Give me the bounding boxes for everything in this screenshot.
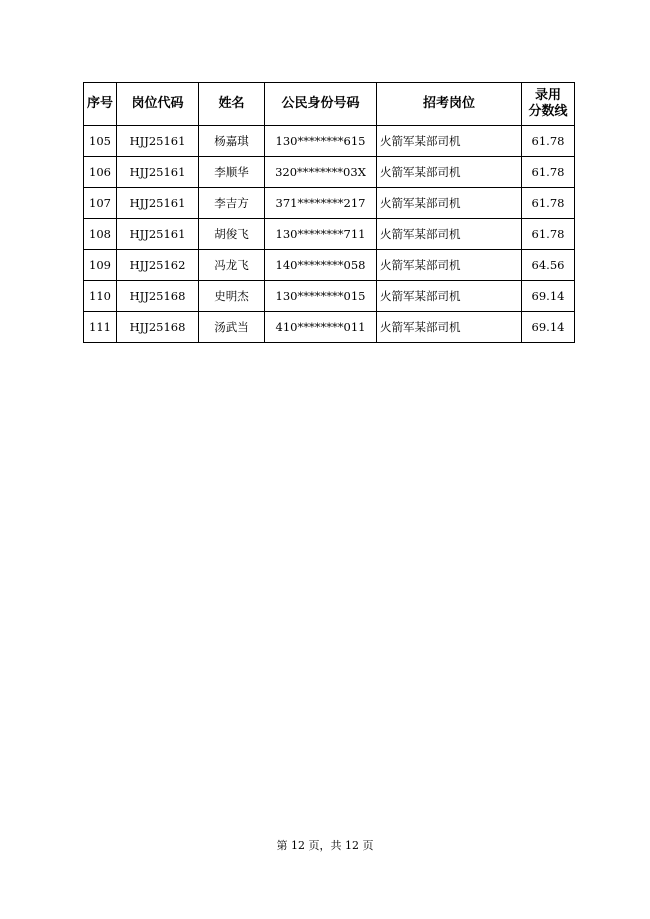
cell-id-number: 140********058 <box>265 250 377 281</box>
cell-score: 61.78 <box>522 157 575 188</box>
cell-score: 69.14 <box>522 312 575 343</box>
table-row <box>84 157 575 188</box>
cell-id-number: 130********615 <box>265 126 377 157</box>
cell-score: 69.14 <box>522 281 575 312</box>
header-seq: 序号 <box>84 83 117 126</box>
cell-post: 火箭军某部司机 <box>377 281 522 312</box>
cell-post-code: HJJ25162 <box>117 250 199 281</box>
table-header-row <box>84 83 575 126</box>
cell-post-code: HJJ25161 <box>117 188 199 219</box>
cell-post-code: HJJ25168 <box>117 281 199 312</box>
header-post-code: 岗位代码 <box>117 83 199 126</box>
cell-seq: 105 <box>84 126 117 157</box>
table-row <box>84 312 575 343</box>
cell-id-number: 130********711 <box>265 219 377 250</box>
cell-name: 胡俊飞 <box>199 219 265 250</box>
cell-id-number: 130********015 <box>265 281 377 312</box>
cell-post: 火箭军某部司机 <box>377 250 522 281</box>
cell-score: 61.78 <box>522 219 575 250</box>
cell-post-code: HJJ25161 <box>117 126 199 157</box>
cell-name: 冯龙飞 <box>199 250 265 281</box>
header-id-number: 公民身份号码 <box>265 83 377 126</box>
header-score <box>522 83 575 126</box>
cell-post: 火箭军某部司机 <box>377 157 522 188</box>
cell-post-code: HJJ25161 <box>117 157 199 188</box>
cell-seq: 110 <box>84 281 117 312</box>
cell-id-number: 371********217 <box>265 188 377 219</box>
cell-id-number: 410********011 <box>265 312 377 343</box>
header-score-line1: 录用 <box>534 88 561 103</box>
cell-post: 火箭军某部司机 <box>377 126 522 157</box>
cell-name: 汤武当 <box>199 312 265 343</box>
cell-seq: 109 <box>84 250 117 281</box>
cell-name: 李吉方 <box>199 188 265 219</box>
cell-post-code: HJJ25161 <box>117 219 199 250</box>
table-row <box>84 250 575 281</box>
cell-seq: 111 <box>84 312 117 343</box>
cell-seq: 106 <box>84 157 117 188</box>
table-row <box>84 219 575 250</box>
table-row <box>84 281 575 312</box>
cell-post: 火箭军某部司机 <box>377 312 522 343</box>
cell-score: 61.78 <box>522 188 575 219</box>
cell-name: 李顺华 <box>199 157 265 188</box>
cell-score: 64.56 <box>522 250 575 281</box>
cell-score: 61.78 <box>522 126 575 157</box>
cell-name: 杨嘉琪 <box>199 126 265 157</box>
header-name: 姓名 <box>199 83 265 126</box>
cell-post: 火箭军某部司机 <box>377 219 522 250</box>
cell-seq: 108 <box>84 219 117 250</box>
admission-table <box>83 82 575 343</box>
header-post: 招考岗位 <box>377 83 522 126</box>
cell-name: 史明杰 <box>199 281 265 312</box>
cell-seq: 107 <box>84 188 117 219</box>
table-row <box>84 126 575 157</box>
page-footer: 第 12 页，共 12 页 <box>276 839 374 852</box>
cell-id-number: 320********03X <box>265 157 377 188</box>
table-row <box>84 188 575 219</box>
cell-post: 火箭军某部司机 <box>377 188 522 219</box>
header-score-line2: 分数线 <box>528 104 568 119</box>
cell-post-code: HJJ25168 <box>117 312 199 343</box>
